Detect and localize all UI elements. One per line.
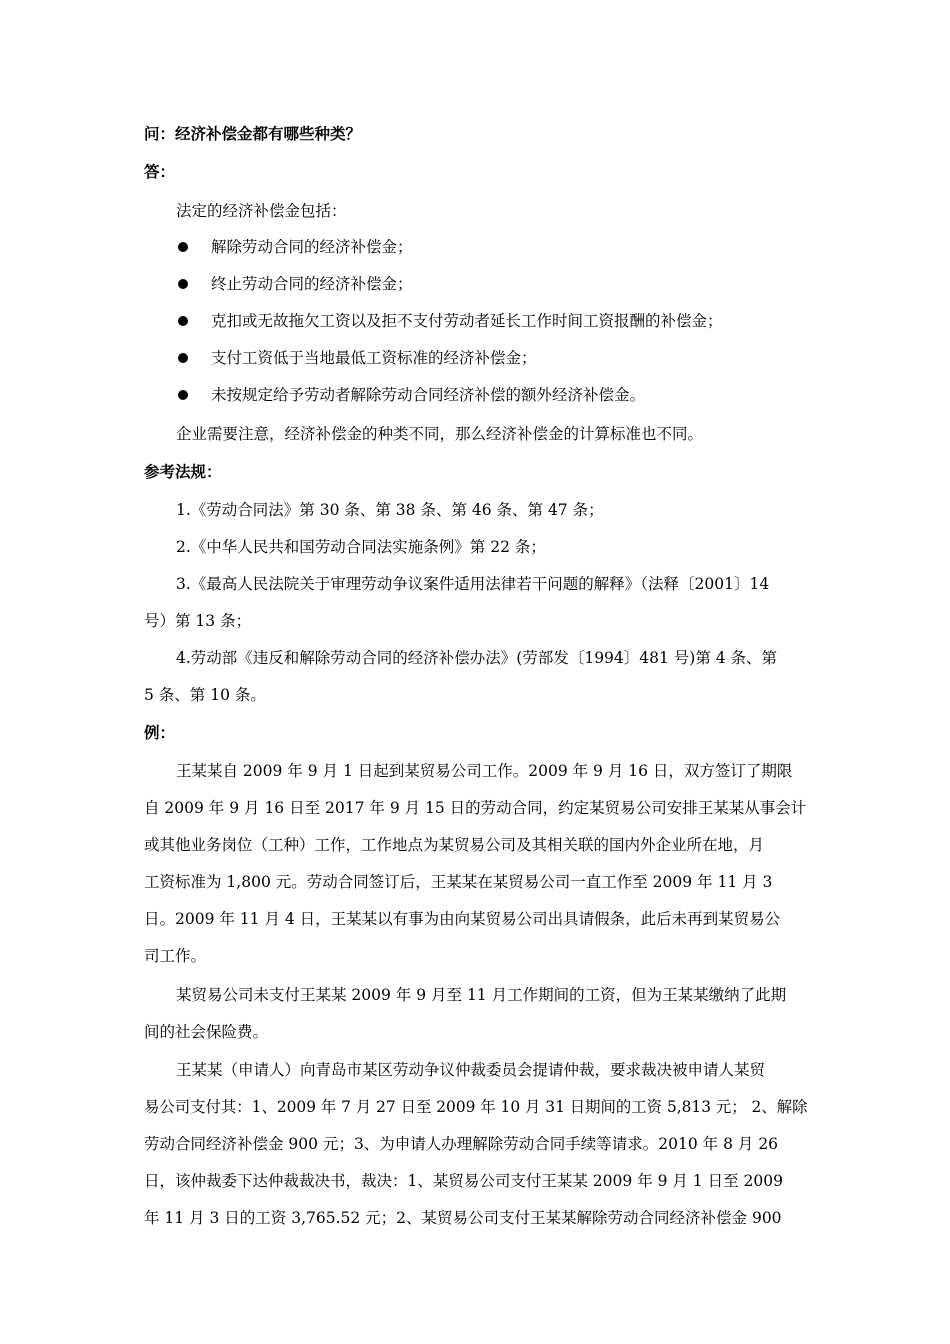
example-heading: 例： — [144, 723, 176, 742]
example-line: 自 2009 年 9 月 16 日至 2017 年 9 月 15 日的劳动合同，约定某贸易公司安排王某某从事会计 — [144, 799, 807, 817]
bullet-icon — [178, 316, 188, 326]
reference-item: 4.劳动部《违反和解除劳动合同的经济补偿办法》(劳部发〔1994〕481 号)第 4 条、第 — [176, 649, 778, 667]
bullet-icon — [178, 242, 188, 252]
example-line: 日。2009 年 11 月 4 日，王某某以有事为由向某贸易公司出具请假条，此后未再到某贸易公 — [144, 910, 781, 928]
reference-item-cont: 号）第 13 条； — [144, 612, 252, 630]
example-line: 间的社会保险费。 — [144, 1023, 269, 1041]
reference-item: 3.《最高人民法院关于审理劳动争议案件适用法律若干问题的解释》（法释〔2001〕14 — [176, 575, 770, 593]
bullet-icon — [178, 353, 188, 363]
references-heading: 参考法规： — [144, 462, 222, 481]
bullet-icon — [178, 390, 188, 400]
question-heading: 问：经济补偿金都有哪些种类？ — [144, 124, 362, 143]
example-line: 或其他业务岗位（工种）工作，工作地点为某贸易公司及其相关联的国内外企业所在地，月 — [144, 836, 765, 854]
bullet-item: 终止劳动合同的经济补偿金； — [211, 275, 413, 293]
example-line: 王某某（申请人）向青岛市某区劳动争议仲裁委员会提请仲裁，要求裁决被申请人某贸 — [176, 1061, 766, 1079]
bullet-icon — [178, 279, 188, 289]
example-line: 司工作。 — [144, 947, 207, 965]
answer-intro: 法定的经济补偿金包括： — [176, 202, 347, 220]
example-line: 日，该仲裁委下达仲裁裁决书，裁决：1、某贸易公司支付王某某 2009 年 9 月 1 日至 2009 — [144, 1172, 783, 1190]
bullet-item: 解除劳动合同的经济补偿金； — [211, 238, 413, 256]
example-line: 劳动合同经济补偿金 900 元；3、为申请人办理解除劳动合同手续等请求。2010 年 8 月 26 — [144, 1135, 779, 1153]
answer-label: 答： — [144, 162, 176, 181]
reference-item: 2.《中华人民共和国劳动合同法实施条例》第 22 条； — [176, 538, 546, 556]
bullet-item: 支付工资低于当地最低工资标准的经济补偿金； — [211, 349, 537, 367]
example-line: 某贸易公司未支付王某某 2009 年 9 月至 11 月工作期间的工资，但为王某某缴纳了此期 — [176, 986, 787, 1004]
example-line: 易公司支付其：1、2009 年 7 月 27 日至 2009 年 10 月 31 日期间的工资 5,813 元； 2、解除 — [144, 1098, 808, 1116]
bullet-item: 未按规定给予劳动者解除劳动合同经济补偿的额外经济补偿金。 — [211, 386, 646, 404]
reference-item-cont: 5 条、第 10 条。 — [144, 686, 266, 704]
note-paragraph: 企业需要注意，经济补偿金的种类不同，那么经济补偿金的计算标准也不同。 — [176, 425, 704, 443]
bullet-item: 克扣或无故拖欠工资以及拒不支付劳动者延长工作时间工资报酬的补偿金； — [211, 312, 723, 330]
reference-item: 1.《劳动合同法》第 30 条、第 38 条、第 46 条、第 47 条； — [176, 501, 604, 519]
example-line: 年 11 月 3 日的工资 3,765.52 元；2、某贸易公司支付王某某解除劳动合同经济补偿金 900 — [144, 1209, 782, 1227]
example-line: 王某某自 2009 年 9 月 1 日起到某贸易公司工作。2009 年 9 月 16 日，双方签订了期限 — [176, 762, 793, 780]
example-line: 工资标准为 1,800 元。劳动合同签订后，王某某在某贸易公司一直工作至 2009 年 11 月 3 — [144, 873, 773, 891]
